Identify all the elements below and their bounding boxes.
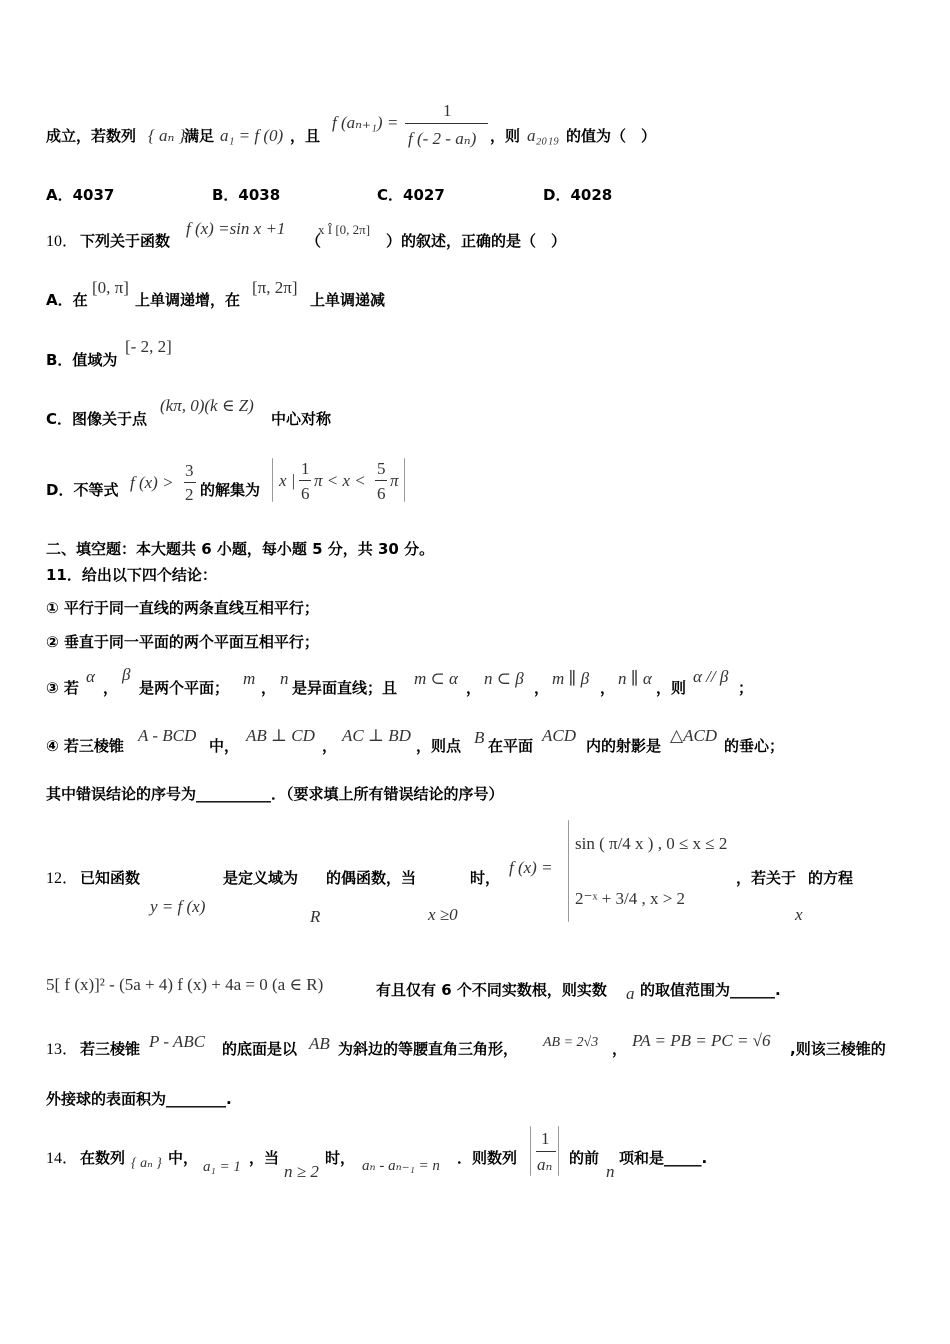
text: 时， — [470, 869, 501, 887]
text: ， — [534, 679, 550, 697]
section-heading: 二、填空题：本大题共 6 小题，每小题 5 分，共 30 分。 — [46, 540, 435, 558]
text: （ — [306, 232, 322, 250]
math: aₙ - aₙ₋₁ = n — [362, 1158, 440, 1174]
math: x — [795, 905, 803, 924]
math: R — [310, 907, 321, 926]
math: a — [626, 984, 635, 1003]
text: ； — [738, 679, 754, 697]
option-b-label: B．值域为 — [46, 351, 118, 369]
text: ， — [322, 737, 338, 755]
math-interval: [0, π] — [92, 278, 129, 297]
option-b: B．4038 — [212, 186, 281, 204]
math: AC ⊥ BD — [342, 726, 411, 745]
math: m ∥ β — [552, 669, 590, 688]
text: 的垂心； — [724, 737, 785, 755]
option-d-label: D．不等式 — [46, 481, 119, 499]
text: ，则 — [656, 679, 687, 697]
text: 中， — [209, 737, 240, 755]
math-inequality: f (x) > — [130, 473, 174, 492]
option-d: D．4028 — [543, 186, 613, 204]
math: AB ⊥ CD — [246, 726, 315, 745]
math-point: (kπ, 0)(k ∈ Z) — [160, 396, 254, 415]
text: ，则点 — [416, 737, 462, 755]
question-number: 10． — [46, 233, 79, 250]
math: α — [86, 667, 95, 686]
math-numerator: 1 — [443, 101, 452, 120]
math: m ⊂ α — [414, 669, 458, 688]
text: 在平面 — [488, 737, 534, 755]
math-den: 6 — [301, 484, 310, 503]
conclusion-2: ② 垂直于同一平面的两个平面互相平行； — [46, 633, 319, 651]
math: n ⊂ β — [484, 669, 524, 688]
math: ACD — [542, 726, 576, 745]
math-interval: [π, 2π] — [252, 278, 298, 297]
fraction-bar — [405, 123, 488, 124]
math-num: 5 — [377, 459, 386, 478]
math-den: aₙ — [537, 1155, 553, 1174]
option-c: C．4027 — [377, 186, 445, 204]
text: 有且仅有 6 个不同实数根，则实数 — [376, 981, 607, 999]
text: 的偶函数，当 — [326, 869, 417, 887]
math-set: x | — [279, 471, 296, 490]
math: α // β — [693, 667, 729, 686]
question-number: 14． — [46, 1150, 79, 1167]
answer-blank-line: 其中错误结论的序号为__________．（要求填上所有错误结论的序号） — [46, 785, 504, 803]
text: 若三棱锥 — [80, 1040, 141, 1058]
option-a-label: A．在 — [46, 291, 88, 309]
math-range: [- 2, 2] — [125, 337, 172, 356]
math: y = f (x) — [150, 897, 206, 916]
math-case: 2⁻ˣ + 3/4 , x > 2 — [575, 889, 686, 908]
math-a1: a₁ = f (0) — [220, 126, 284, 145]
text: ， — [103, 679, 119, 697]
text: ，则 — [490, 127, 521, 145]
left-brace — [272, 458, 273, 502]
math-num: 1 — [301, 459, 310, 478]
math-set: π — [390, 471, 399, 490]
math-sequence: { aₙ } — [148, 126, 186, 145]
text: 在数列 — [80, 1149, 126, 1167]
math: m — [243, 669, 256, 688]
math: AB — [309, 1034, 330, 1053]
math: f (x) = — [509, 858, 553, 877]
text: 为斜边的等腰直角三角形， — [338, 1040, 519, 1058]
math: A - BCD — [138, 726, 197, 745]
text: 上单调递增，在 — [135, 291, 241, 309]
math-set: π < x < — [314, 471, 366, 490]
text: ．则数列 — [457, 1149, 518, 1167]
text: 是定义域为 — [223, 869, 299, 887]
text: 已知函数 — [80, 869, 141, 887]
text: ④ 若三棱锥 — [46, 737, 124, 755]
math: n — [606, 1162, 615, 1181]
math-equation: 5[ f (x)]² - (5a + 4) f (x) + 4a = 0 (a ∈ R) — [46, 975, 324, 994]
text: 内的射影是 — [586, 737, 662, 755]
text: 满足 — [184, 127, 215, 145]
text: 的解集为 — [200, 481, 261, 499]
question-number: 13． — [46, 1041, 79, 1058]
text: ， — [261, 679, 277, 697]
text: 的底面是以 — [222, 1040, 298, 1058]
math: x ≥0 — [428, 905, 458, 924]
math: n ∥ α — [618, 669, 652, 688]
math-domain: x Î [0, 2π] — [318, 222, 371, 237]
math: n — [280, 669, 289, 688]
math: B — [474, 728, 485, 747]
math: a₁ = 1 — [203, 1159, 241, 1175]
text: ,则该三棱锥的 — [790, 1040, 886, 1058]
math-den: 6 — [377, 484, 386, 503]
math-num: 1 — [541, 1129, 550, 1148]
text: ， — [466, 679, 482, 697]
math-case: sin ( π/4 x ) , 0 ≤ x ≤ 2 — [575, 834, 728, 853]
text: 项和是_____. — [619, 1149, 708, 1167]
math-lhs: f (aₙ₊₁) = — [332, 113, 399, 132]
text: ）的叙述，正确的是（ ） — [386, 232, 567, 250]
question-11: 11．给出以下四个结论： — [46, 566, 217, 584]
text: ，且 — [290, 127, 321, 145]
math-function: f (x) =sin x +1 — [186, 219, 286, 238]
text: 是两个平面； — [139, 679, 230, 697]
math: n ≥ 2 — [284, 1162, 319, 1181]
text: 上单调递减 — [310, 291, 386, 309]
math: { aₙ } — [131, 1156, 162, 1171]
text: ，当 — [249, 1149, 280, 1167]
text: 时， — [325, 1149, 356, 1167]
math-num: 3 — [185, 461, 194, 480]
text: 的取值范围为______. — [640, 981, 781, 999]
option-a: A．4037 — [46, 186, 115, 204]
math: β — [122, 665, 131, 684]
question-number: 12． — [46, 870, 79, 887]
math: △ACD — [670, 726, 718, 745]
text: 的前 — [569, 1149, 600, 1167]
math-a2019: a₂₀₁₉ — [527, 126, 560, 145]
math: AB = 2√3 — [543, 1035, 599, 1050]
option-c-label: C．图像关于点 — [46, 410, 148, 428]
text: ③ 若 — [46, 679, 79, 697]
math-den: 2 — [185, 485, 194, 504]
text: 的方程 — [808, 869, 854, 887]
text: ， — [612, 1040, 628, 1058]
piecewise-brace — [568, 820, 569, 922]
text: 中， — [168, 1149, 199, 1167]
conclusion-1: ① 平行于同一直线的两条直线互相平行； — [46, 599, 319, 617]
math: P - ABC — [149, 1032, 206, 1051]
text: 外接球的表面积为________. — [46, 1090, 232, 1108]
text: ，若关于 — [736, 869, 797, 887]
text: 下列关于函数 — [80, 232, 171, 250]
text: 的值为（ ） — [566, 127, 657, 145]
text: 成立，若数列 — [46, 127, 137, 145]
math-denominator: f (- 2 - aₙ) — [408, 129, 477, 148]
text: ， — [600, 679, 616, 697]
text: 是异面直线；且 — [292, 679, 398, 697]
math: PA = PB = PC = √6 — [632, 1031, 771, 1050]
text: 中心对称 — [271, 410, 332, 428]
